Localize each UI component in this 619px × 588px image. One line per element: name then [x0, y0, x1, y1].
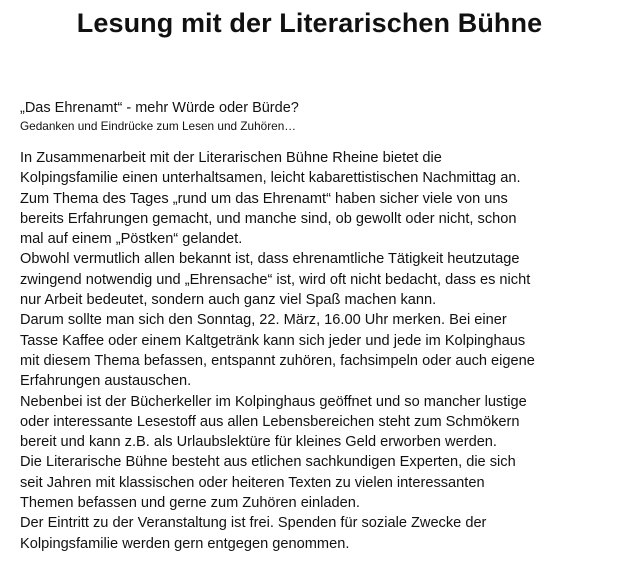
body-line: bereits Erfahrungen gemacht, und manche sind, ob gewollt oder nicht, schon — [20, 210, 517, 227]
body-line: Zum Thema des Tages „rund um das Ehrenamt“ haben sicher viele von uns — [20, 190, 508, 207]
body-line: Kolpingsfamilie werden gern entgegen genommen. — [20, 535, 350, 552]
body-text — [20, 148, 616, 554]
body-line: Kolpingsfamilie einen unterhaltsamen, leicht kabarettistischen Nachmittag an. — [20, 170, 521, 187]
body-line: zwingend notwendig und „Ehrensache“ ist, wird oft nicht bedacht, dass es nicht — [20, 271, 531, 288]
document-subtitle: „Das Ehrenamt“ - mehr Würde oder Bürde? — [20, 100, 299, 116]
body-line: Tasse Kaffee oder einem Kaltgetränk kann sich jeder und jede im Kolpinghaus — [20, 332, 526, 349]
page-title: Lesung mit der Literarischen Bühne — [76, 8, 543, 38]
body-line: nur Arbeit bedeutet, sondern auch ganz viel Spaß machen kann. — [20, 292, 437, 309]
body-line: Erfahrungen austauschen. — [20, 373, 192, 390]
body-line: mit diesem Thema befassen, entspannt zuhören, fachsimpeln oder auch eigene — [20, 352, 535, 369]
document-tagline: Gedanken und Eindrücke zum Lesen und Zuhören… — [20, 119, 297, 133]
body-line: Obwohl vermutlich allen bekannt ist, dass ehrenamtliche Tätigkeit heutzutage — [20, 251, 520, 268]
body-line: Darum sollte man sich den Sonntag, 22. März, 16.00 Uhr merken. Bei einer — [20, 312, 507, 329]
body-line: bereit und kann z.B. als Urlaubslektüre für kleines Geld erworben werden. — [20, 434, 497, 451]
body-line: mal auf einem „Pöstken“ gelandet. — [20, 231, 243, 248]
body-line: Nebenbei ist der Bücherkeller im Kolpinghaus geöffnet und so mancher lustige — [20, 393, 527, 410]
body-line: Die Literarische Bühne besteht aus etlichen sachkundigen Experten, die sich — [20, 454, 516, 471]
body-line: Themen befassen und gerne zum Zuhören einladen. — [20, 495, 360, 512]
body-line: Der Eintritt zu der Veranstaltung ist frei. Spenden für soziale Zwecke der — [20, 515, 487, 532]
body-line: seit Jahren mit klassischen oder heiteren Texten zu vielen interessanten — [20, 474, 485, 491]
body-line: In Zusammenarbeit mit der Literarischen Bühne Rheine bietet die — [20, 150, 442, 166]
body-line: oder interessante Lesestoff aus allen Lebensbereichen steht zum Schmökern — [20, 413, 520, 430]
